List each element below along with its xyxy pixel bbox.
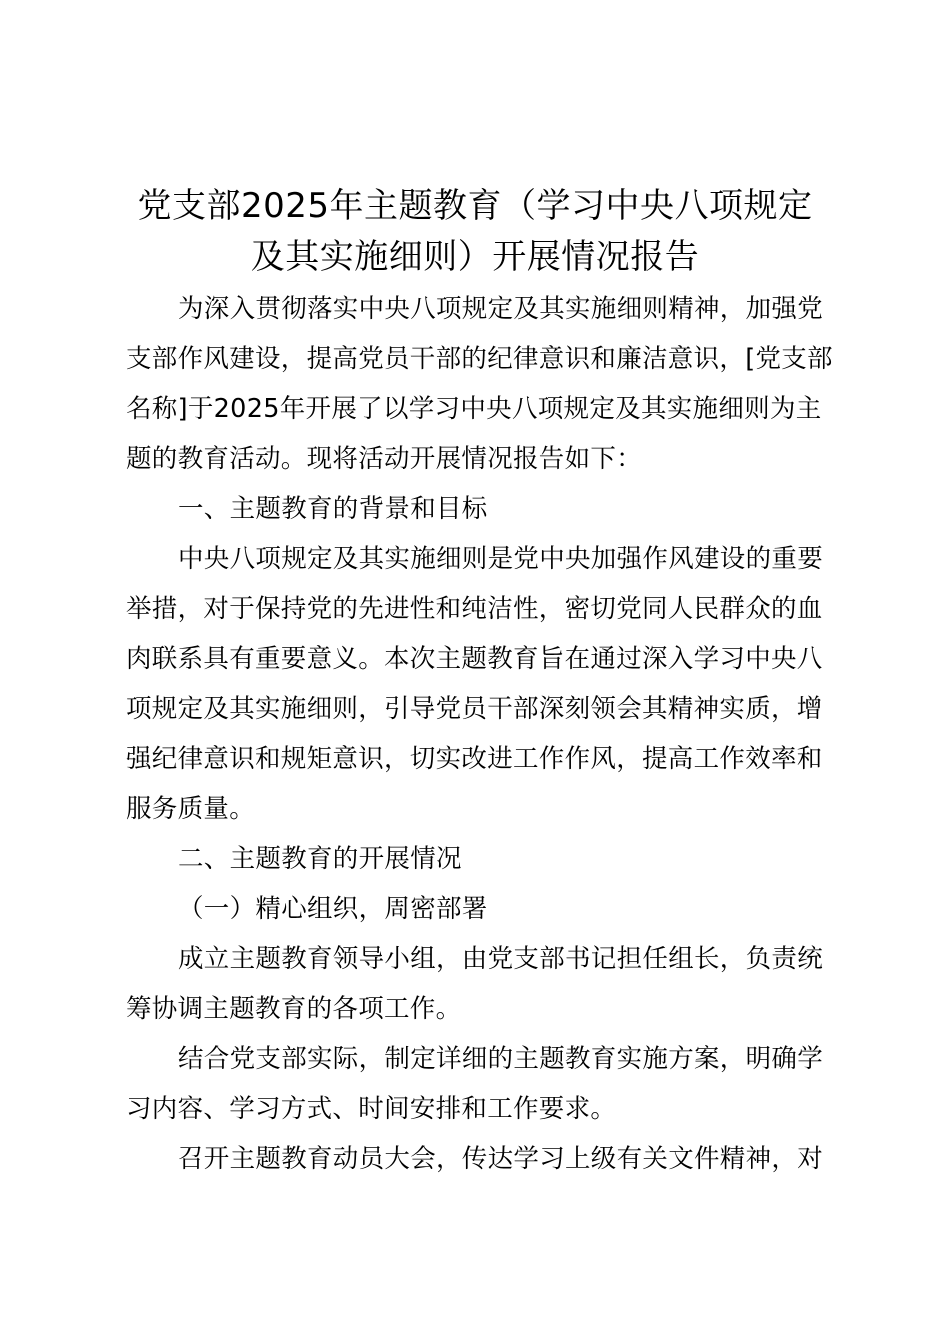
section-heading-2: 二、主题教育的开展情况 [178, 844, 462, 874]
document-title-line-2: 及其实施细则）开展情况报告 [250, 237, 700, 277]
list-item: 结合党支部实际，制定详细的主题教育实施方案，明确学习内容、学习方式、时间安排和工作要求。 [126, 1044, 824, 1124]
list-item: 成立主题教育领导小组，由党支部书记担任组长，负责统筹协调主题教育的各项工作。 [126, 944, 824, 1024]
subsection-heading-1: （一）精心组织，周密部署 [178, 894, 488, 924]
intro-paragraph: 为深入贯彻落实中央八项规定及其实施细则精神，加强党支部作风建设，提高党员干部的纪律意识和廉洁意识，[党支部名称]于2025年开展了以学习中央八项规定及其实施细则为主题的教育活动。现将活动开展情况报告如下： [126, 294, 833, 474]
list-item: 召开主题教育动员大会，传达学习上级有关文件精神，对 [178, 1144, 824, 1174]
background-paragraph: 中央八项规定及其实施细则是党中央加强作风建设的重要举措，对于保持党的先进性和纯洁性，密切党同人民群众的血肉联系具有重要意义。本次主题教育旨在通过深入学习中央八项规定及其实施细则，引导党员干部深刻领会其精神实质，增强纪律意识和规矩意识，切实改进工作作风，提高工作效率和服务质量。 [126, 544, 824, 824]
document-title-line-1: 党支部2025年主题教育（学习中央八项规定 [137, 186, 813, 226]
section-heading-1: 一、主题教育的背景和目标 [178, 494, 488, 524]
